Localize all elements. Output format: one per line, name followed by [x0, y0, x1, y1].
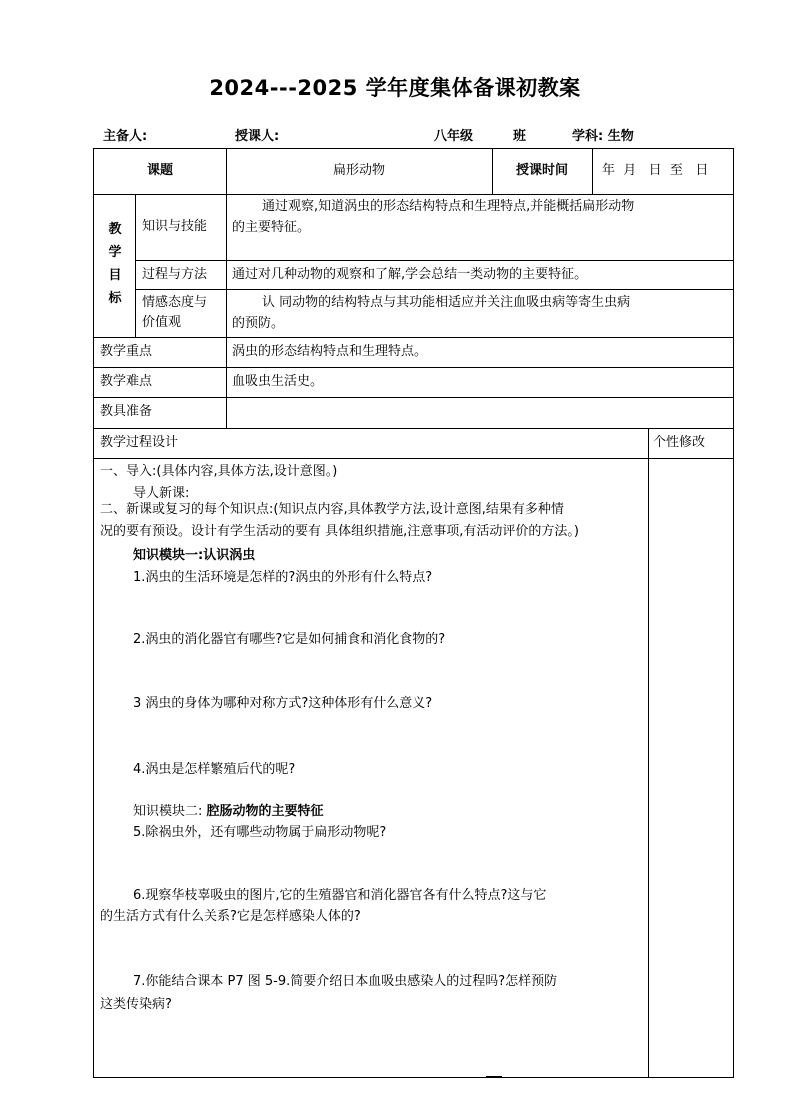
module-2-title	[133, 801, 324, 823]
question-6: 的生活方式有什么关系?它是怎样感染人体的?	[100, 909, 361, 924]
difficulty-label: 教学难点	[100, 374, 153, 389]
topic-label: 课题	[146, 163, 173, 178]
key-point-label: 教学重点	[100, 344, 153, 359]
process-intro: 一、导入:(具体内容,具体方法,设计意图。)	[100, 464, 338, 479]
question-7: 这类传染病?	[100, 997, 172, 1012]
module-2-prefix: 知识模块二:	[133, 804, 203, 819]
objectives-label: 教 学 目 标	[108, 222, 122, 306]
personal-edit-label: 个性修改	[653, 435, 706, 450]
lesson-plan-table	[93, 148, 734, 1078]
question-4: 4.涡虫是怎样繁殖后代的呢?	[133, 762, 296, 777]
subject-label: 学科: 生物	[572, 129, 634, 144]
process-intro-sub: 导人新课:	[133, 486, 190, 501]
row-divider	[94, 367, 733, 368]
row-divider	[135, 260, 733, 261]
row-divider	[94, 458, 733, 459]
objective-knowledge-text: 通过观察,知道涡虫的形态结构特点和生理特点,并能概括扁形动物	[262, 199, 635, 214]
question-7: 7.你能结合课本 P7 图 5-9.简要介绍日本血吸虫感染人的过程吗?怎样预防	[133, 974, 558, 989]
question-1: 1.涡虫的生活环境是怎样的?涡虫的外形有什么特点?	[133, 570, 433, 585]
key-point-value: 涡虫的形态结构特点和生理特点。	[232, 344, 428, 359]
objective-knowledge-text: 的主要特征。	[232, 220, 311, 235]
topic-value: 扁形动物	[332, 163, 385, 178]
lead-preparer-label: 主备人:	[103, 129, 148, 144]
process-new-lesson: 二、新课或复习的每个知识点:(知识点内容,具体教学方法,设计意图,结果有多种情	[100, 502, 564, 517]
objective-knowledge-label: 知识与技能	[142, 219, 208, 234]
col-divider	[648, 428, 649, 1077]
time-label: 授课时间	[515, 163, 568, 178]
objective-attitude-text: 认 同动物的结构特点与其功能相适应并关注血吸虫病等寄生虫病	[262, 295, 631, 310]
page-title: 2024---2025 学年度集体备课初教案	[209, 76, 581, 100]
objective-attitude-label: 情感态度与	[142, 295, 208, 310]
objective-process-label: 过程与方法	[142, 267, 208, 282]
col-divider	[135, 194, 136, 337]
row-divider	[94, 337, 733, 338]
question-2: 2.涡虫的消化器官有哪些?它是如何捕食和消化食物的?	[133, 632, 446, 647]
difficulty-value: 血吸虫生活史。	[232, 374, 324, 389]
question-5: 5.除祸虫外，还有哪些动物属于扁形动物呢?	[133, 825, 387, 840]
grade-label: 八年级	[434, 129, 474, 144]
teacher-label: 授课人:	[235, 129, 280, 144]
process-label: 教学过程设计	[100, 435, 179, 450]
module-2-name: 腔肠动物的主要特征	[206, 804, 324, 819]
module-1-title: 知识模块一:认识涡虫	[133, 548, 256, 563]
class-label: 班	[513, 129, 527, 144]
row-divider	[94, 194, 733, 195]
tools-label: 教具准备	[100, 404, 153, 419]
page-break-mark	[486, 1076, 502, 1078]
row-divider	[135, 289, 733, 290]
question-6: 6.现察华枝辜吸虫的图片,它的生殖器官和消化器官各有什么特点?这与它	[133, 888, 547, 903]
col-divider	[592, 149, 593, 194]
row-divider	[94, 397, 733, 398]
objective-attitude-text: 的预防。	[232, 316, 285, 331]
question-3: 3 涡虫的身体为哪种对称方式?这种体形有什么意义?	[133, 696, 433, 711]
row-divider	[94, 428, 733, 429]
objective-process-text: 通过对几种动物的观察和了解,学会总结一类动物的主要特征。	[232, 267, 588, 282]
time-value: 年 月 日 至 日	[602, 163, 709, 178]
objective-attitude-label: 价值观	[142, 315, 182, 330]
col-divider	[226, 194, 227, 428]
process-new-lesson: 况的要有预设。设计有学生活动的要有 具体组织措施,注意事项,有活动评价的方法。)	[100, 524, 579, 539]
